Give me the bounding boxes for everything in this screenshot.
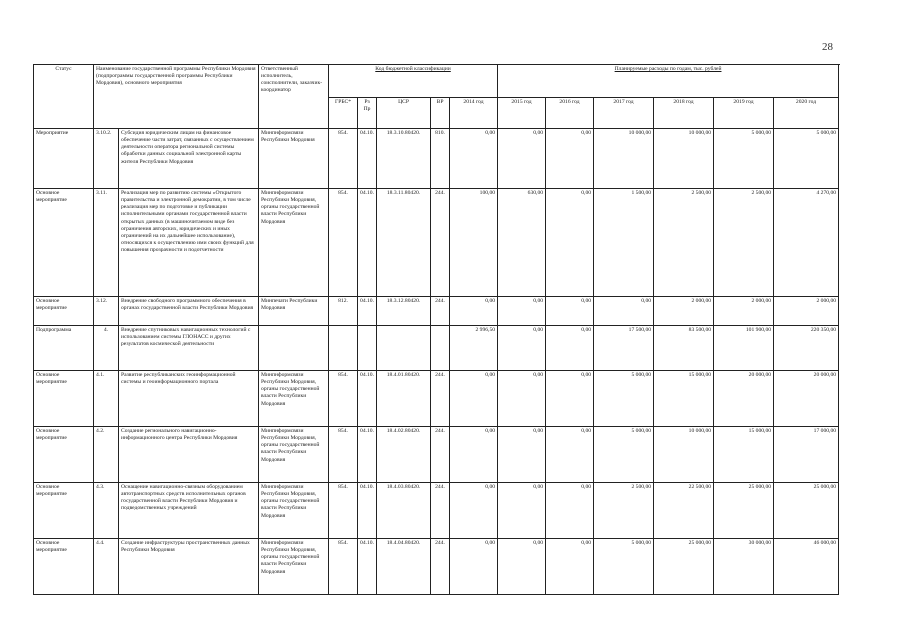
row-rzpr: 04.10. bbox=[358, 539, 377, 595]
row-value-2018: 22 500,00 bbox=[654, 483, 714, 539]
row-csr: 18.4.02.80420. bbox=[377, 427, 431, 483]
row-number: 4.2. bbox=[94, 427, 119, 483]
row-grbs: 854. bbox=[329, 371, 358, 427]
header-status: Статус bbox=[34, 65, 94, 129]
row-value-2016: 0,00 bbox=[546, 297, 594, 326]
row-name: Оснащение навигационно-связным оборудованием автотранспортных средств исполнительных органов государственной власти Республики Мордовия и подведомственных учреждений bbox=[119, 483, 259, 539]
row-value-2014: 0,00 bbox=[450, 427, 498, 483]
row-vr bbox=[431, 326, 450, 371]
row-number: 4.4. bbox=[94, 539, 119, 595]
row-vr: 244. bbox=[431, 427, 450, 483]
row-value-2017: 5 000,00 bbox=[594, 539, 654, 595]
row-name: Реализация мер по развитию системы «Открытого правительства и электронной демократии, в том числе реализация мер по подготовке и публикации исполнительными органами государственной власти открытых данных (в машиночитаемом виде без ограничения авторских, юридических и иных ограничений на их дальнейшее использование), относящихся к осуществлению ими своих функций для повышения прозрачности и подотчетности bbox=[119, 189, 259, 297]
header-row-top bbox=[34, 65, 839, 98]
row-value-2018: 10 000,00 bbox=[654, 129, 714, 189]
row-vr: 244. bbox=[431, 483, 450, 539]
row-value-2017: 10 000,00 bbox=[594, 129, 654, 189]
row-value-2020: 25 000,00 bbox=[774, 483, 839, 539]
row-csr: 18.4.03.80420. bbox=[377, 483, 431, 539]
row-rzpr: 04.10. bbox=[358, 297, 377, 326]
row-value-2014: 0,00 bbox=[450, 129, 498, 189]
row-value-2020: 220 350,00 bbox=[774, 326, 839, 371]
row-value-2019: 30 000,00 bbox=[714, 539, 774, 595]
header-year: 2015 год bbox=[498, 98, 546, 129]
row-grbs: 854. bbox=[329, 189, 358, 297]
row-value-2014: 0,00 bbox=[450, 539, 498, 595]
row-value-2015: 0,00 bbox=[498, 371, 546, 427]
row-value-2016: 0,00 bbox=[546, 483, 594, 539]
row-value-2020: 5 000,00 bbox=[774, 129, 839, 189]
row-executor: Минпнформсвязи Республики Мордовия, органы государственной власти Республики Мордовия bbox=[259, 483, 329, 539]
row-status: Основное мероприятие bbox=[34, 297, 94, 326]
row-csr: 18.4.01.80420. bbox=[377, 371, 431, 427]
row-value-2015: 0,00 bbox=[498, 483, 546, 539]
row-value-2015: 0,00 bbox=[498, 297, 546, 326]
row-name: Развитие республиканских геоинформационной системы и геоинформационного портала bbox=[119, 371, 259, 427]
row-value-2015: 0,00 bbox=[498, 326, 546, 371]
row-value-2016: 0,00 bbox=[546, 129, 594, 189]
row-value-2017: 17 500,00 bbox=[594, 326, 654, 371]
row-vr: 244. bbox=[431, 189, 450, 297]
row-csr: 18.3.10.80420. bbox=[377, 129, 431, 189]
row-vr: 244. bbox=[431, 297, 450, 326]
header-year: 2017 год bbox=[594, 98, 654, 129]
row-vr: 244. bbox=[431, 371, 450, 427]
table-row bbox=[34, 326, 839, 371]
row-value-2020: 46 000,00 bbox=[774, 539, 839, 595]
row-value-2020: 4 270,00 bbox=[774, 189, 839, 297]
row-value-2014: 0,00 bbox=[450, 297, 498, 326]
table-row bbox=[34, 129, 839, 189]
row-number: 4.3. bbox=[94, 483, 119, 539]
row-value-2016: 0,00 bbox=[546, 539, 594, 595]
table-row bbox=[34, 189, 839, 297]
row-value-2016: 0,00 bbox=[546, 427, 594, 483]
header-vr: ВР bbox=[431, 98, 450, 129]
row-value-2019: 101 900,00 bbox=[714, 326, 774, 371]
row-value-2014: 2 996,50 bbox=[450, 326, 498, 371]
header-year: 2016 год bbox=[546, 98, 594, 129]
row-vr: 810. bbox=[431, 129, 450, 189]
header-name: Наименование государственной программы Республики Мордовия (подпрограммы государственной программы Республики Мордовия), основного мероприятия bbox=[94, 65, 259, 129]
row-value-2020: 2 000,00 bbox=[774, 297, 839, 326]
row-number: 4. bbox=[94, 326, 119, 371]
row-rzpr: 04.10. bbox=[358, 371, 377, 427]
budget-table bbox=[33, 64, 839, 595]
row-csr: 18.4.04.80420. bbox=[377, 539, 431, 595]
row-status: Мероприятие bbox=[34, 129, 94, 189]
row-value-2017: 5 000,00 bbox=[594, 427, 654, 483]
page-number: 28 bbox=[822, 41, 833, 53]
table-row bbox=[34, 427, 839, 483]
row-number: 3.11. bbox=[94, 189, 119, 297]
row-value-2015: 0,00 bbox=[498, 129, 546, 189]
row-value-2017: 2 500,00 bbox=[594, 483, 654, 539]
row-value-2016: 0,00 bbox=[546, 326, 594, 371]
header-rz: Рз bbox=[364, 99, 370, 105]
header-budget-code: Код бюджетной классификации bbox=[329, 65, 498, 98]
row-value-2018: 83 500,00 bbox=[654, 326, 714, 371]
row-grbs: 854. bbox=[329, 129, 358, 189]
row-rzpr: 04.10. bbox=[358, 483, 377, 539]
row-value-2019: 15 000,00 bbox=[714, 427, 774, 483]
row-value-2019: 2 500,00 bbox=[714, 189, 774, 297]
row-number: 4.1. bbox=[94, 371, 119, 427]
row-grbs: 854. bbox=[329, 427, 358, 483]
row-executor: Минпнформсвязи Республики Мордовия, органы государственной власти Республики Мордовия bbox=[259, 371, 329, 427]
row-value-2018: 2 000,00 bbox=[654, 297, 714, 326]
row-value-2019: 2 000,00 bbox=[714, 297, 774, 326]
header-year: 2014 год bbox=[450, 98, 498, 129]
header-year: 2020 год bbox=[774, 98, 839, 129]
table-row bbox=[34, 297, 839, 326]
table-row bbox=[34, 483, 839, 539]
row-name: Внедрение спутниковых навигационных технологий с использованием системы ГЛОНАСС и других результатов космической деятельности bbox=[119, 326, 259, 371]
row-value-2020: 20 000,00 bbox=[774, 371, 839, 427]
header-pr: Пр bbox=[363, 106, 371, 113]
row-status: Основное мероприятие bbox=[34, 483, 94, 539]
table-row bbox=[34, 539, 839, 595]
row-status: Основное мероприятие bbox=[34, 427, 94, 483]
row-status: Основное мероприятие bbox=[34, 189, 94, 297]
row-value-2019: 5 000,00 bbox=[714, 129, 774, 189]
row-value-2018: 25 000,00 bbox=[654, 539, 714, 595]
row-csr: 18.3.12.80420. bbox=[377, 297, 431, 326]
row-status: Подпрограмма bbox=[34, 326, 94, 371]
row-value-2019: 25 000,00 bbox=[714, 483, 774, 539]
row-status: Основное мероприятие bbox=[34, 539, 94, 595]
row-executor: Минпнформсвязи Республики Мордовия bbox=[259, 129, 329, 189]
row-value-2016: 0,00 bbox=[546, 189, 594, 297]
row-status: Основное мероприятие bbox=[34, 371, 94, 427]
row-value-2017: 0,00 bbox=[594, 297, 654, 326]
row-value-2017: 1 500,00 bbox=[594, 189, 654, 297]
header-year: 2018 год bbox=[654, 98, 714, 129]
row-value-2018: 10 000,00 bbox=[654, 427, 714, 483]
row-value-2015: 630,00 bbox=[498, 189, 546, 297]
row-executor: Минпнформсвязи Республики Мордовия, органы государственной власти Республики Мордовия bbox=[259, 427, 329, 483]
row-rzpr bbox=[358, 326, 377, 371]
header-year: 2019 год bbox=[714, 98, 774, 129]
row-number: 3.10.2. bbox=[94, 129, 119, 189]
row-value-2020: 17 000,00 bbox=[774, 427, 839, 483]
header-rzpr bbox=[358, 98, 377, 129]
row-value-2014: 0,00 bbox=[450, 483, 498, 539]
row-rzpr: 04.10. bbox=[358, 129, 377, 189]
row-executor: Минпнформсвязи Республики Мордовия, органы государственной власти Республики Мордовия bbox=[259, 189, 329, 297]
row-executor: Минпечати Республики Мордовия bbox=[259, 297, 329, 326]
row-csr bbox=[377, 326, 431, 371]
row-name: Создание инфраструктуры пространственных данных Республики Мордовия bbox=[119, 539, 259, 595]
row-vr: 244. bbox=[431, 539, 450, 595]
row-grbs: 812. bbox=[329, 297, 358, 326]
row-name: Создание регионального навигационно-информационного центра Республики Мордовия bbox=[119, 427, 259, 483]
row-value-2019: 20 000,00 bbox=[714, 371, 774, 427]
row-name: Внедрение свободного программного обеспечения в органах государственной власти Республики Мордовия bbox=[119, 297, 259, 326]
table-row bbox=[34, 371, 839, 427]
row-value-2016: 0,00 bbox=[546, 371, 594, 427]
row-executor bbox=[259, 326, 329, 371]
row-value-2014: 100,00 bbox=[450, 189, 498, 297]
row-executor: Минпнформсвязи Республики Мордовия, органы государственной власти Республики Мордовия bbox=[259, 539, 329, 595]
row-value-2015: 0,00 bbox=[498, 427, 546, 483]
row-rzpr: 04.10. bbox=[358, 427, 377, 483]
row-value-2018: 2 500,00 bbox=[654, 189, 714, 297]
row-value-2017: 5 000,00 bbox=[594, 371, 654, 427]
row-value-2018: 15 000,00 bbox=[654, 371, 714, 427]
header-expenses: Планируемые расходы по годам, тыс. рублей bbox=[498, 65, 839, 98]
row-csr: 18.3.11.80420. bbox=[377, 189, 431, 297]
row-value-2014: 0,00 bbox=[450, 371, 498, 427]
row-grbs bbox=[329, 326, 358, 371]
row-number: 3.12. bbox=[94, 297, 119, 326]
header-grbs: ГРБС* bbox=[329, 98, 358, 129]
row-name: Субсидия юридическим лицам на финансовое обеспечение части затрат, связанных с осуществлением деятельности оператора региональной системы обработки данных социальной электронной карты жителя Республики Мордовия bbox=[119, 129, 259, 189]
row-value-2015: 0,00 bbox=[498, 539, 546, 595]
row-grbs: 854. bbox=[329, 483, 358, 539]
row-grbs: 854. bbox=[329, 539, 358, 595]
row-rzpr: 04.10. bbox=[358, 189, 377, 297]
header-executor: Ответственный исполнитель, соисполнители, заказчик-координатор bbox=[259, 65, 329, 129]
header-csr: ЦСР bbox=[377, 98, 431, 129]
